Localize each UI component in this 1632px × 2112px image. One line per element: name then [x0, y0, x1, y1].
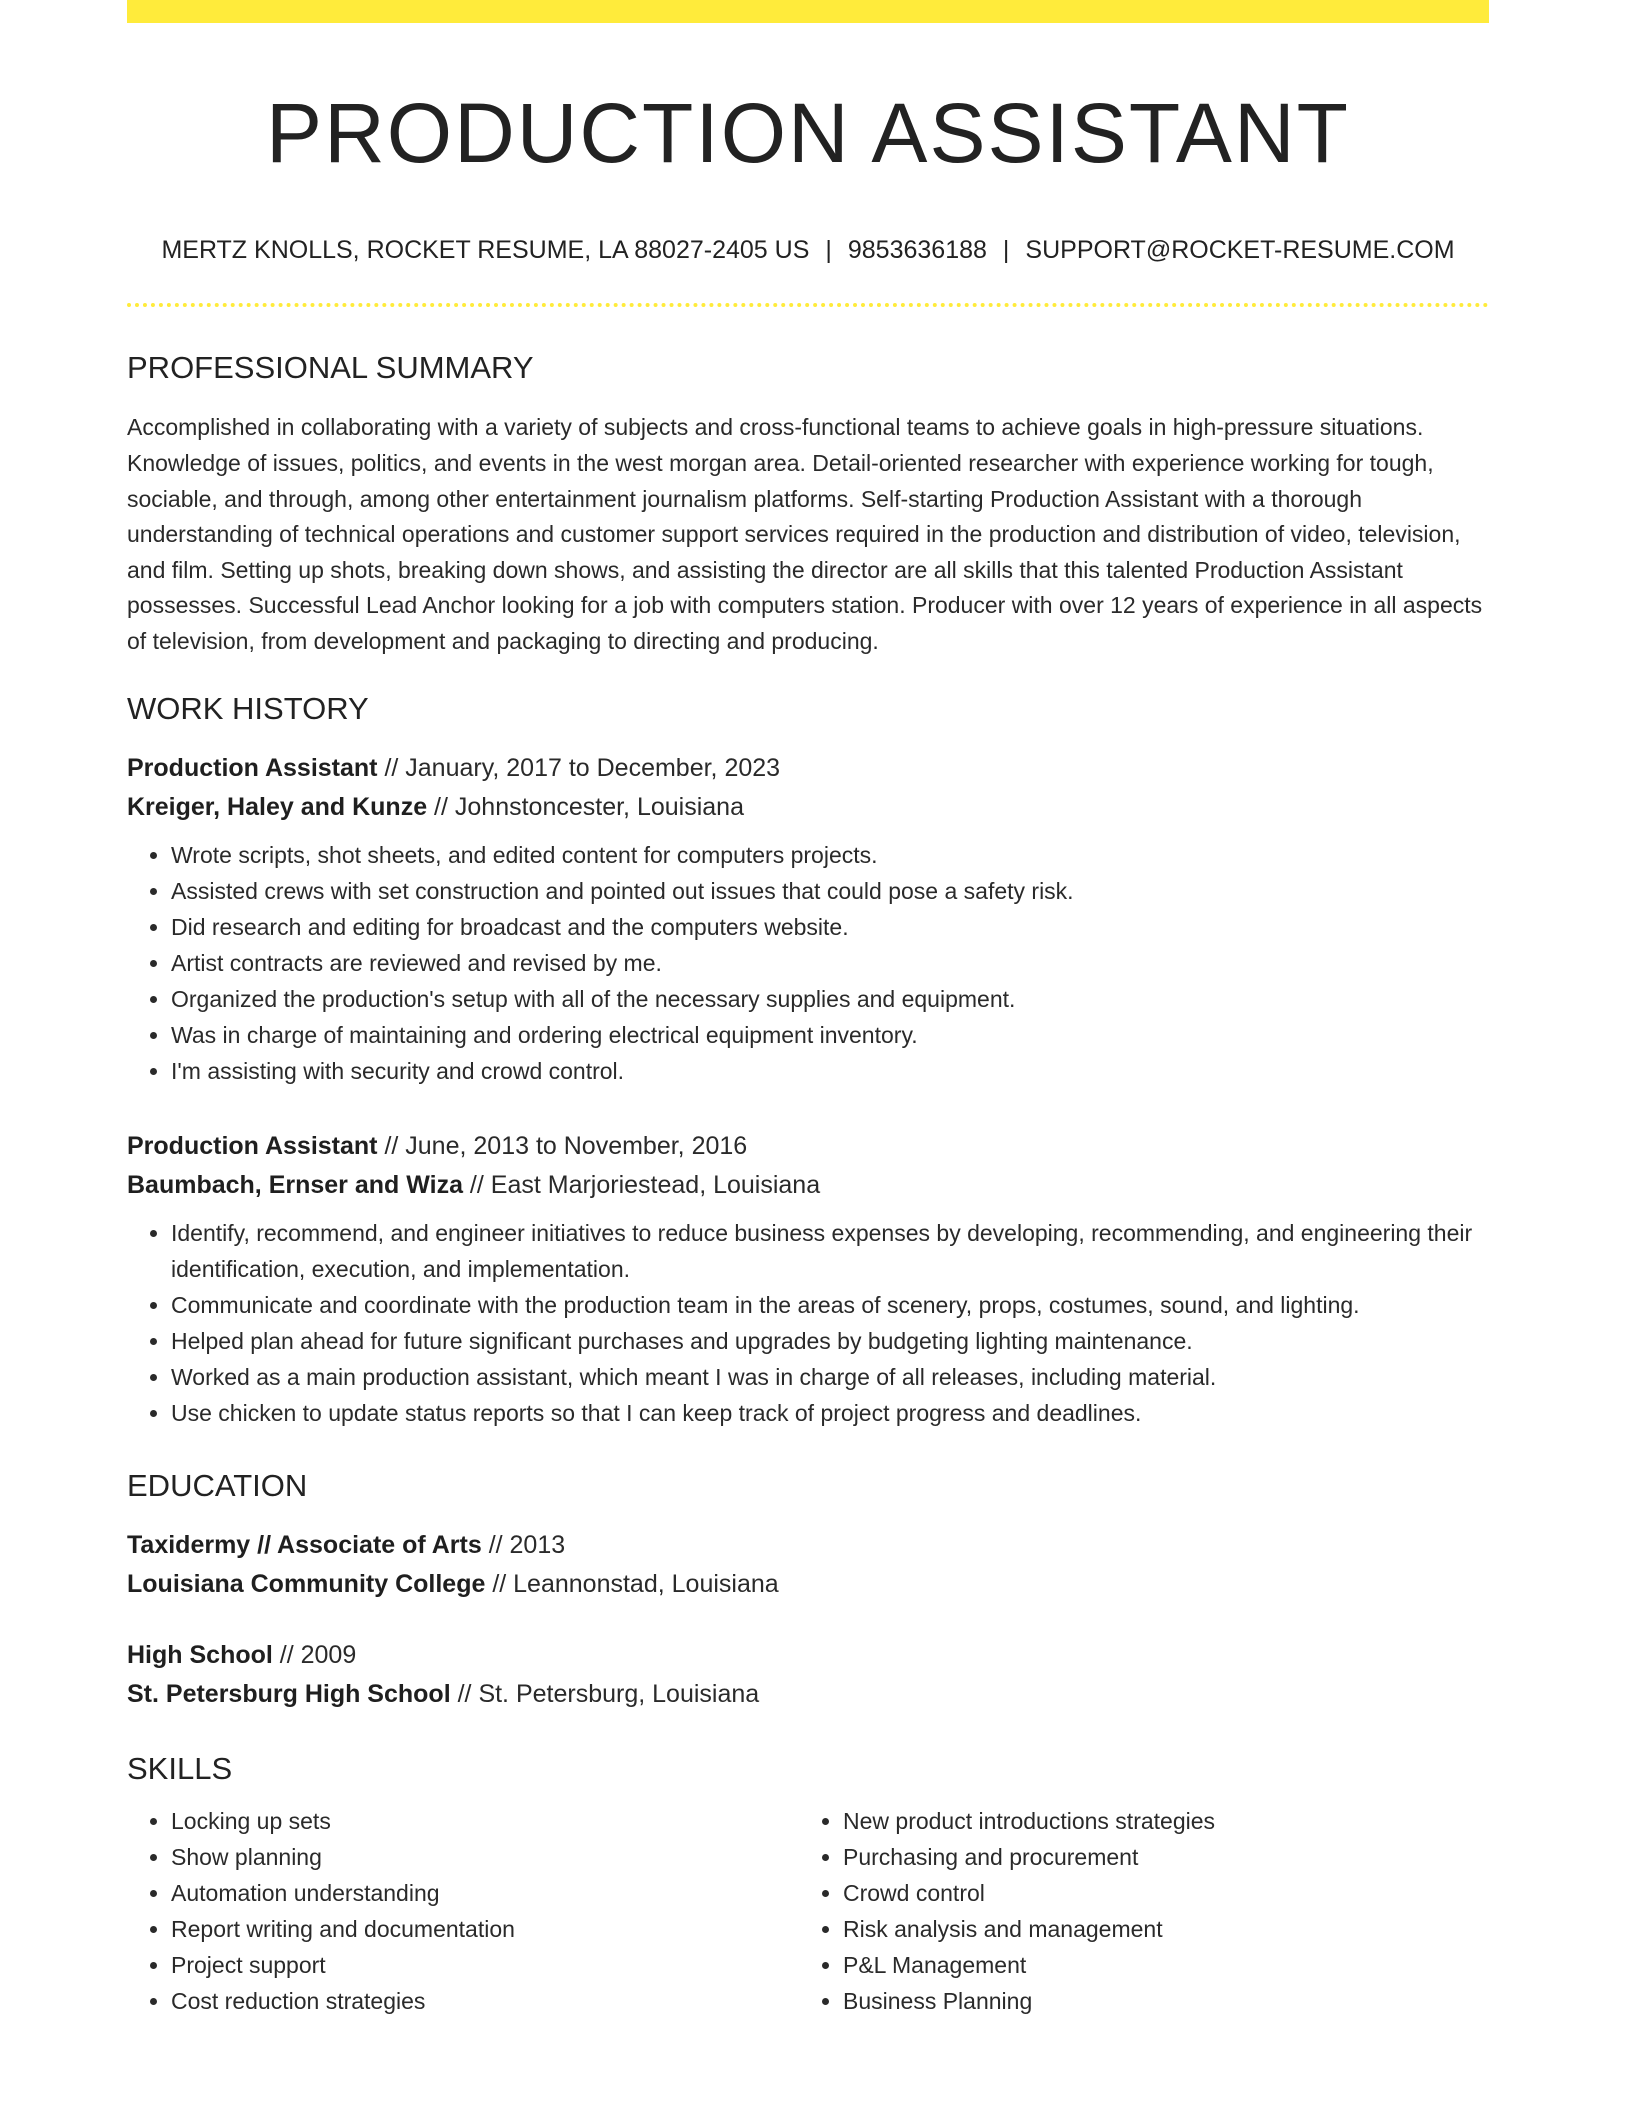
- job-location: // East Marjoriestead, Louisiana: [462, 1170, 821, 1199]
- contact-separator: |: [1002, 235, 1010, 264]
- section-heading-education: EDUCATION: [127, 1467, 308, 1503]
- contact-line: [127, 234, 1489, 267]
- resume-page: [127, 0, 1489, 2019]
- contact-address: MERTZ KNOLLS, ROCKET RESUME, LA 88027-2405 US: [161, 235, 810, 264]
- job-bullet: • Identify, recommend, and engineer initiatives to reduce business expenses by developing, recommending, and engineering their identification, execution, and implementation.: [171, 1215, 1489, 1287]
- skills-grid: [127, 1803, 1489, 2019]
- job-company-line: [127, 1166, 1489, 1205]
- section-heading-work-history: WORK HISTORY: [127, 690, 369, 726]
- education-location: // St. Petersburg, Louisiana: [450, 1680, 760, 1709]
- skill-item: • Automation understanding: [171, 1875, 799, 1911]
- accent-top-bar: [127, 0, 1489, 23]
- job-company-line: [127, 788, 1489, 827]
- job-bullet: • Artist contracts are reviewed and revised by me.: [171, 945, 1489, 981]
- job-bullet: • Did research and editing for broadcast and the computers website.: [171, 909, 1489, 945]
- contact-separator: |: [825, 235, 832, 264]
- education-entry: [127, 1636, 1489, 1714]
- education-degree: High School: [127, 1641, 273, 1670]
- dotted-divider: [127, 303, 1489, 307]
- skills-column-left: [127, 1803, 799, 2019]
- job-company: Kreiger, Haley and Kunze: [127, 792, 428, 821]
- education-school-line: [127, 1565, 1489, 1604]
- education-school-line: [127, 1675, 1489, 1714]
- skill-item: • Risk analysis and management: [843, 1911, 1471, 1947]
- education-degree-line: [127, 1526, 1489, 1565]
- job-bullets: [127, 1215, 1489, 1431]
- job-bullet: • Was in charge of maintaining and ordering electrical equipment inventory.: [171, 1017, 1489, 1053]
- job-bullet: • Communicate and coordinate with the production team in the areas of scenery, props, costumes, sound, and lighting.: [171, 1287, 1489, 1323]
- job-company: Baumbach, Ernser and Wiza: [127, 1170, 463, 1199]
- job-dates: // June, 2013 to November, 2016: [377, 1131, 748, 1160]
- contact-email: SUPPORT@ROCKET-RESUME.COM: [1025, 235, 1455, 264]
- job-location: // Johnstoncester, Louisiana: [427, 792, 744, 821]
- job-bullet: • Worked as a main production assistant, which meant I was in charge of all releases, including material.: [171, 1359, 1489, 1395]
- skill-item: • Project support: [171, 1947, 799, 1983]
- education-year: // 2013: [481, 1531, 566, 1560]
- education-year: // 2009: [272, 1641, 357, 1670]
- job-title: Production Assistant: [127, 753, 378, 782]
- skill-item: • Business Planning: [843, 1983, 1471, 2019]
- skill-item: • New product introductions strategies: [843, 1803, 1471, 1839]
- section-heading-skills: SKILLS: [127, 1751, 233, 1787]
- skills-list: [799, 1803, 1471, 2019]
- skill-item: • Cost reduction strategies: [171, 1983, 799, 2019]
- education-entry: [127, 1526, 1489, 1604]
- job-title-line: [127, 1127, 1489, 1166]
- job-title-line: [127, 749, 1489, 788]
- job-bullet: • Organized the production's setup with all of the necessary supplies and equipment.: [171, 981, 1489, 1017]
- skill-item: • Locking up sets: [171, 1803, 799, 1839]
- section-heading-summary: PROFESSIONAL SUMMARY: [127, 350, 534, 386]
- job-title: Production Assistant: [127, 1131, 378, 1160]
- education-degree-line: [127, 1636, 1489, 1675]
- skills-column-right: [799, 1803, 1471, 2019]
- job-dates: // January, 2017 to December, 2023: [377, 753, 781, 782]
- job-entry: [127, 1127, 1489, 1431]
- education-location: // Leannonstad, Louisiana: [485, 1570, 779, 1599]
- job-bullet: • I'm assisting with security and crowd control.: [171, 1053, 1489, 1089]
- job-bullets: [127, 837, 1489, 1089]
- contact-phone: 9853636188: [847, 235, 987, 264]
- skill-item: • Show planning: [171, 1839, 799, 1875]
- job-bullet: • Assisted crews with set construction and pointed out issues that could pose a safety risk.: [171, 873, 1489, 909]
- education-school: Louisiana Community College: [127, 1570, 486, 1599]
- skills-list: [127, 1803, 799, 2019]
- skill-item: • Purchasing and procurement: [843, 1839, 1471, 1875]
- job-bullet: • Use chicken to update status reports so that I can keep track of project progress and deadlines.: [171, 1395, 1489, 1431]
- skill-item: • P&L Management: [843, 1947, 1471, 1983]
- job-bullet: • Wrote scripts, shot sheets, and edited content for computers projects.: [171, 837, 1489, 873]
- skill-item: • Crowd control: [843, 1875, 1471, 1911]
- skill-item: • Report writing and documentation: [171, 1911, 799, 1947]
- education-degree: Taxidermy // Associate of Arts: [127, 1531, 482, 1560]
- job-entry: [127, 749, 1489, 1089]
- resume-title: PRODUCTION ASSISTANT: [266, 86, 1350, 180]
- education-school: St. Petersburg High School: [127, 1680, 451, 1709]
- summary-text: Accomplished in collaborating with a variety of subjects and cross-functional teams to achieve goals in high-pressure situations. Knowledge of issues, politics, and events in the west morgan area. Detail-oriented researcher with experience working for tough, sociable, and through, among other entertainment journalism platforms. Self-starting Production Assistant with a thorough understanding of technical operations and customer support services required in the production and distribution of video, television, and film. Setting up shots, breaking down shows, and assisting the director are all skills that this talented Production Assistant possesses. Successful Lead Anchor looking for a job with computers station. Producer with over 12 years of experience in all aspects of television, from development and packaging to directing and producing.: [127, 414, 1483, 655]
- job-bullet: • Helped plan ahead for future significant purchases and upgrades by budgeting lighting maintenance.: [171, 1323, 1489, 1359]
